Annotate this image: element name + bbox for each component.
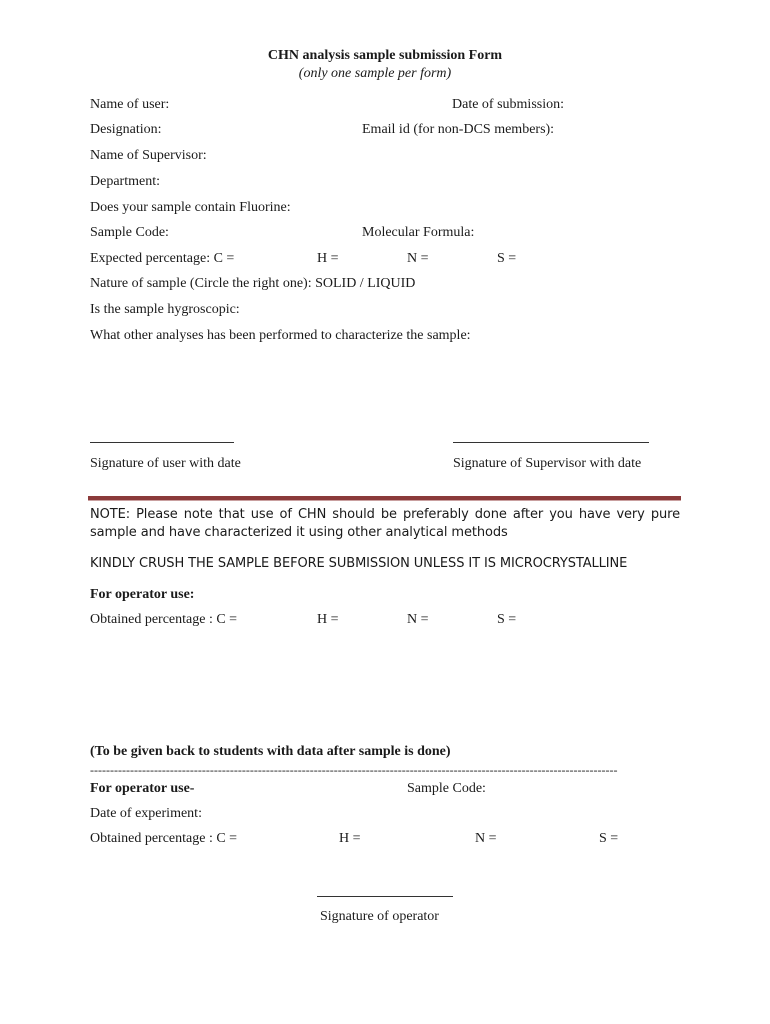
expected-c-label: Expected percentage: C = <box>90 251 235 266</box>
name-of-user-label: Name of user: <box>90 97 170 112</box>
obtained-c-label-2: Obtained percentage : C = <box>90 831 238 846</box>
expected-s-label: S = <box>497 251 517 266</box>
section-divider <box>88 496 681 501</box>
cut-line: ------------------------------------------------------------------------------------------------------------------------------------ <box>90 764 618 776</box>
form-title: CHN analysis sample submission Form <box>267 48 503 63</box>
obtained-s-label: S = <box>497 612 517 627</box>
obtained-h-label-2: H = <box>339 831 361 846</box>
obtained-h-label: H = <box>317 612 339 627</box>
expected-n-label: N = <box>407 251 429 266</box>
date-of-experiment-label: Date of experiment: <box>90 806 202 821</box>
operator-use-heading: For operator use: <box>90 587 195 602</box>
obtained-n-label-2: N = <box>475 831 497 846</box>
user-signature-label: Signature of user with date <box>90 456 241 471</box>
operator-signature-line <box>317 896 453 897</box>
crush-notice: KINDLY CRUSH THE SAMPLE BEFORE SUBMISSION UNLESS IT IS MICROCRYSTALLINE <box>90 556 628 571</box>
nature-of-sample-label: Nature of sample (Circle the right one): SOLID / LIQUID <box>90 276 416 291</box>
obtained-c-label: Obtained percentage : C = <box>90 612 238 627</box>
molecular-formula-label: Molecular Formula: <box>362 225 475 240</box>
operator-use-heading-2: For operator use- <box>90 781 195 796</box>
form-subtitle: (only one sample per form) <box>298 66 452 81</box>
obtained-s-label-2: S = <box>599 831 619 846</box>
department-label: Department: <box>90 174 160 189</box>
fluorine-label: Does your sample contain Fluorine: <box>90 200 291 215</box>
obtained-n-label: N = <box>407 612 429 627</box>
other-analyses-label: What other analyses has been performed to characterize the sample: <box>90 328 471 343</box>
expected-h-label: H = <box>317 251 339 266</box>
date-of-submission-label: Date of submission: <box>452 97 564 112</box>
sample-code-label: Sample Code: <box>90 225 169 240</box>
designation-label: Designation: <box>90 122 162 137</box>
supervisor-label: Name of Supervisor: <box>90 148 207 163</box>
note-line-2: sample and have characterized it using other analytical methods <box>90 525 508 540</box>
hygroscopic-label: Is the sample hygroscopic: <box>90 302 240 317</box>
operator-signature-label: Signature of operator <box>320 909 439 924</box>
user-signature-line <box>90 442 234 443</box>
supervisor-signature-label: Signature of Supervisor with date <box>453 456 642 471</box>
supervisor-signature-line <box>453 442 649 443</box>
sample-code-label-2: Sample Code: <box>407 781 486 796</box>
note-line-1: NOTE: Please note that use of CHN should be preferably done after you have very pure <box>90 507 680 522</box>
return-heading: (To be given back to students with data after sample is done) <box>90 744 451 759</box>
email-id-label: Email id (for non-DCS members): <box>362 122 555 137</box>
